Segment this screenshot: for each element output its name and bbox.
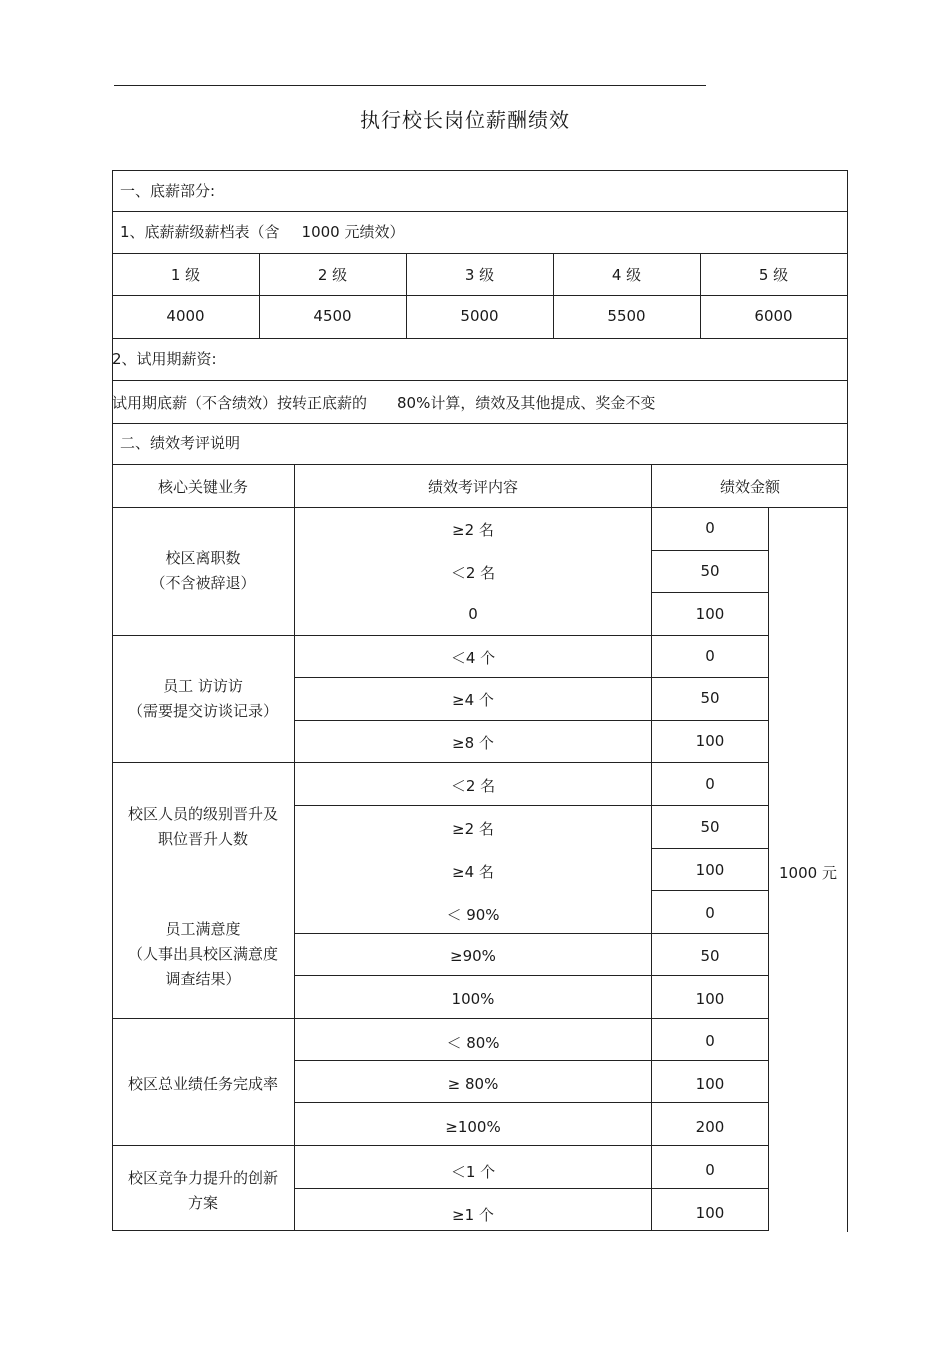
probation-text-a: 试用期底薪（不含绩效）按转正底薪的: [112, 394, 368, 412]
criterion: ＜4 个: [450, 649, 496, 667]
divider: [294, 975, 769, 976]
business-staff-interviews: [112, 674, 294, 724]
salary-scale-heading-prefix: 1、底薪薪级薪档表（含: [120, 223, 280, 241]
criterion: ＜1 个: [450, 1163, 496, 1181]
criterion: ≥1 个: [452, 1206, 494, 1224]
divider: [112, 338, 848, 339]
level-4-label: 4 级: [611, 266, 642, 284]
level-5-label: 5 级: [758, 266, 789, 284]
amount: 100: [695, 605, 725, 623]
business-name-line: 校区离职数: [165, 549, 241, 567]
business-name-line: 员工 访访访: [163, 677, 243, 695]
page-title: 执行校长岗位薪酬绩效: [360, 108, 570, 132]
section2-heading: 二、绩效考评说明: [120, 434, 241, 452]
divider: [294, 933, 769, 934]
amount: 50: [700, 947, 720, 965]
business-promotions: [112, 802, 294, 852]
criterion: ＜ 80%: [446, 1034, 500, 1052]
salary-level-4: 5500: [607, 307, 646, 325]
header-rule: [114, 85, 706, 86]
salary-level-3: 5000: [460, 307, 499, 325]
business-name-line: 校区总业绩任务完成率: [127, 1075, 278, 1093]
divider: [112, 253, 848, 254]
divider: [651, 890, 769, 891]
business-name-line: 员工满意度: [165, 920, 241, 938]
divider: [294, 677, 769, 678]
criterion: ＜ 90%: [446, 906, 500, 924]
probation-percent: 80%: [397, 394, 431, 412]
divider: [651, 550, 769, 551]
amount: 100: [695, 990, 725, 1008]
amount: 0: [705, 904, 715, 922]
salary-table: [112, 170, 848, 1232]
divider: [112, 762, 769, 763]
level-3-label: 3 级: [464, 266, 495, 284]
table-right-border: [847, 170, 848, 1232]
business-innovation: [112, 1166, 294, 1216]
total-amount: 1000 元: [779, 864, 837, 882]
business-name-line: 调查结果）: [165, 970, 241, 988]
divider: [651, 592, 769, 593]
divider: [112, 380, 848, 381]
criterion: ≥4 个: [452, 691, 494, 709]
criterion: ≥2 名: [452, 521, 494, 539]
salary-scale-heading: [120, 221, 405, 242]
table-bottom-border: [112, 1230, 769, 1231]
amount: 0: [705, 775, 715, 793]
column-divider: [553, 253, 554, 338]
criterion: ≥2 名: [452, 820, 494, 838]
divider: [112, 295, 848, 296]
amount: 50: [700, 562, 720, 580]
business-staff-satisfaction: [112, 917, 294, 992]
column-divider: [406, 253, 407, 338]
criterion: ≥8 个: [452, 734, 494, 752]
criterion: ＜2 名: [450, 564, 496, 582]
amount: 100: [695, 1075, 725, 1093]
divider: [651, 848, 769, 849]
table-top-border: [112, 170, 848, 171]
salary-level-1: 4000: [166, 307, 205, 325]
criterion: ≥90%: [450, 947, 496, 965]
amount: 100: [695, 732, 725, 750]
divider: [294, 720, 769, 721]
level-2-label: 2 级: [317, 266, 348, 284]
criterion: 100%: [451, 990, 495, 1008]
divider: [112, 1018, 769, 1019]
salary-level-2: 4500: [313, 307, 352, 325]
business-name-line: （人事出具校区满意度: [127, 945, 278, 963]
amount: 0: [705, 1032, 715, 1050]
business-name-line: （需要提交访谈记录）: [127, 702, 278, 720]
amount: 0: [705, 1161, 715, 1179]
divider: [112, 464, 848, 465]
divider: [112, 507, 848, 508]
business-name-line: 校区竞争力提升的创新: [127, 1169, 278, 1187]
level-1-label: 1 级: [170, 266, 201, 284]
column-divider: [700, 253, 701, 338]
amount: 100: [695, 1204, 725, 1222]
amount: 0: [705, 647, 715, 665]
amount: 0: [705, 519, 715, 537]
divider: [112, 423, 848, 424]
amount: 100: [695, 861, 725, 879]
column-header-amount: 绩效金额: [719, 478, 780, 496]
business-turnover: [112, 546, 294, 596]
probation-heading: 2、试用期薪资:: [112, 350, 217, 368]
amount: 50: [700, 818, 720, 836]
criterion: 0: [468, 605, 478, 623]
business-name-line: 职位晋升人数: [157, 830, 248, 848]
business-name-line: 校区人员的级别晋升及: [127, 805, 278, 823]
column-divider: [259, 253, 260, 338]
criterion: ≥100%: [445, 1118, 501, 1136]
divider: [112, 211, 848, 212]
criterion: ≥4 名: [452, 863, 494, 881]
probation-text-b: 计算，绩效及其他提成、奖金不变: [430, 394, 656, 412]
criterion: ≥ 80%: [447, 1075, 499, 1093]
amount: 200: [695, 1118, 725, 1136]
probation-text: [112, 392, 655, 413]
divider: [294, 1102, 769, 1103]
divider: [294, 1188, 769, 1189]
criterion: ＜2 名: [450, 777, 496, 795]
amount: 50: [700, 689, 720, 707]
column-header-criteria: 绩效考评内容: [427, 478, 518, 496]
divider: [112, 635, 769, 636]
business-name-line: （不含被辞退）: [150, 574, 256, 592]
column-header-business: 核心关键业务: [157, 478, 248, 496]
business-name-line: 方案: [187, 1194, 218, 1212]
divider: [294, 1060, 769, 1061]
section1-heading: 一、底薪部分:: [120, 182, 216, 200]
salary-level-5: 6000: [754, 307, 793, 325]
salary-scale-heading-amount: 1000 元绩效）: [301, 223, 405, 241]
divider: [112, 1145, 769, 1146]
divider: [294, 805, 769, 806]
business-sales-completion: [112, 1072, 294, 1097]
